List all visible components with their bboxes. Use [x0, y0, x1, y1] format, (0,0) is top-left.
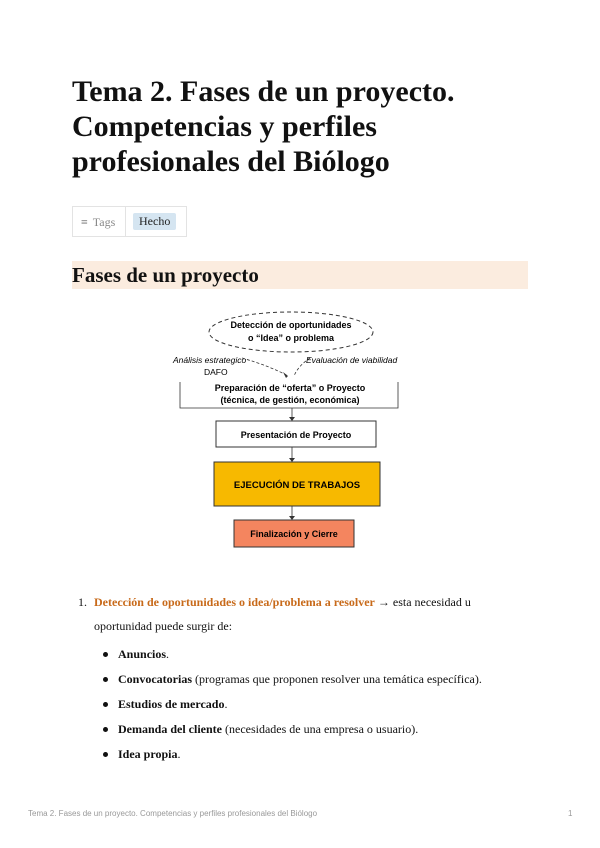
tags-label: Tags [92, 215, 116, 229]
page-title: Tema 2. Fases de un proyecto. Competencias y perfiles profesionales del Biólogo [72, 75, 455, 178]
arrowhead-1 [289, 417, 295, 421]
footer-text: Tema 2. Fases de un proyecto. Competencias y perfiles profesionales del Biólogo [28, 809, 318, 818]
list-lead-rest: → esta necesidad u oportunidad puede surgir de: [94, 595, 471, 633]
list-icon: ≡ [81, 215, 88, 229]
list-lead: Detección de oportunidades o idea/problema a resolver [94, 595, 375, 609]
bullet-item: Convocatorias (programas que proponen resolver una temática específica). [94, 667, 496, 691]
property-divider [125, 207, 126, 236]
properties-table [72, 206, 187, 237]
prep-line1: Preparación de “oferta” o Proyecto [214, 383, 366, 393]
bullet-item: Idea propia. [94, 742, 496, 766]
ellipse-line1: Detección de oportunidades [230, 320, 352, 330]
arrowhead-3 [289, 516, 295, 520]
phases-list [76, 590, 496, 767]
section-heading: Fases de un proyecto [72, 263, 259, 287]
list-item [76, 590, 496, 766]
project-phases-diagram [170, 308, 432, 552]
list-number: 1. [78, 595, 87, 609]
bullet-item: Anuncios. [94, 642, 496, 666]
left-arrowhead [283, 372, 288, 378]
page-number: 1 [568, 809, 573, 818]
left-dashed-arrow [242, 358, 288, 376]
tags-property-label [81, 215, 115, 230]
bullet-item: Demanda del cliente (necesidades de una empresa o usuario). [94, 717, 496, 741]
tag-chip[interactable]: Hecho [133, 213, 176, 230]
presentation-text: Presentación de Proyecto [240, 430, 352, 440]
left-note-line2: DAFO [204, 367, 228, 377]
execution-text: EJECUCIÓN DE TRABAJOS [233, 480, 361, 491]
sub-list [94, 642, 496, 766]
prep-line2: (técnica, de gestión, económica) [220, 395, 360, 405]
arrowhead-2 [289, 458, 295, 462]
left-note-line1: Análisis estrategico [173, 355, 247, 365]
idea-ellipse [209, 312, 373, 352]
right-note: Evaluación de viabilidad [306, 355, 398, 365]
bullet-item: Estudios de mercado. [94, 692, 496, 716]
section-heading-block [72, 261, 528, 289]
ellipse-line2: o “Idea” o problema [247, 333, 335, 343]
closing-text: Finalización y Cierre [250, 529, 338, 539]
